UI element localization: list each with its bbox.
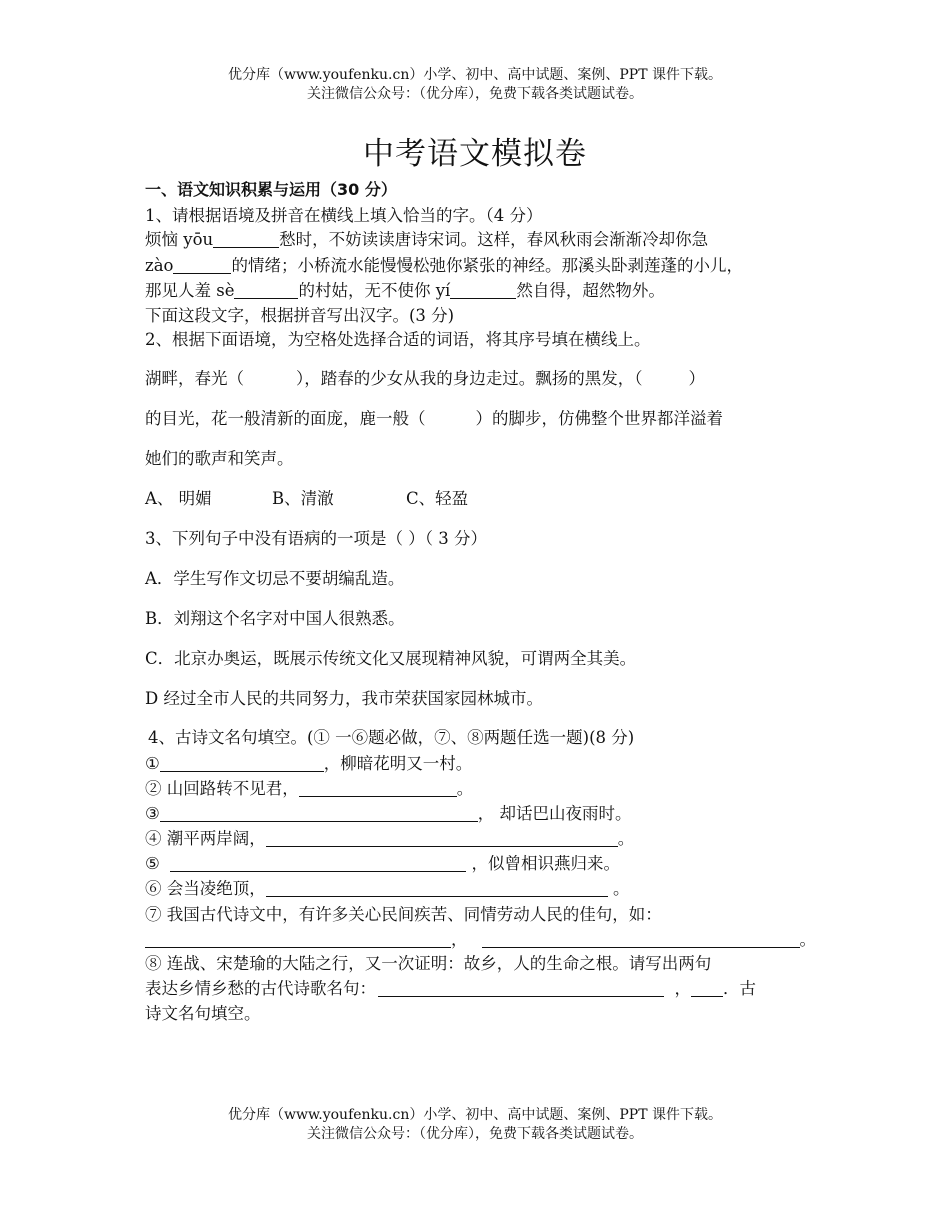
q2-para-3: 她们的歌声和笑声。 bbox=[145, 449, 294, 468]
q1-text: 那见人羞 sè bbox=[145, 281, 235, 300]
q4-item-3 bbox=[145, 800, 632, 824]
footer-line-1: 优分库（www.youfenku.cn）小学、初中、高中试题、案例、PPT 课件下载。 bbox=[227, 1107, 722, 1123]
q4-stem: 4、古诗文名句填空。(① 一⑥题必做，⑦、⑧两题任选一题)(8 分) bbox=[148, 728, 635, 747]
q1-stem: 1、请根据语境及拼音在横线上填入恰当的字。（4 分） bbox=[145, 206, 543, 225]
fill-blank[interactable] bbox=[691, 980, 723, 998]
fill-blank[interactable] bbox=[299, 780, 457, 798]
q1-text: 愁时，不妨读读唐诗宋词。这样，春风秋雨会渐渐冷却你急 bbox=[279, 230, 709, 249]
fill-blank[interactable] bbox=[378, 980, 664, 998]
section-heading: 一、语文知识积累与运用（30 分） bbox=[145, 180, 397, 199]
page-header bbox=[0, 66, 950, 104]
header-line-1: 优分库（www.youfenku.cn）小学、初中、高中试题、案例、PPT 课件下载。 bbox=[227, 67, 722, 83]
q3-option-d: D 经过全市人民的共同努力，我市荣获国家园林城市。 bbox=[145, 689, 543, 708]
q4-item-1 bbox=[145, 750, 472, 774]
q4-text: ④ 潮平两岸阔， bbox=[145, 829, 266, 848]
q2-para-1 bbox=[145, 365, 705, 389]
footer-line-2: 关注微信公众号：（优分库），免费下载各类试题试卷。 bbox=[307, 1126, 643, 1142]
fill-blank[interactable] bbox=[234, 282, 298, 300]
q1-line-2 bbox=[145, 252, 743, 276]
q1-text: 的村姑，无不使你 yí bbox=[298, 281, 451, 300]
q4-text: ⑤ bbox=[145, 854, 160, 873]
q4-text: 。 bbox=[617, 829, 635, 848]
fill-blank[interactable] bbox=[482, 931, 800, 949]
option-b: B、清澈 bbox=[272, 489, 334, 508]
q4-text: 表达乡情乡愁的古代诗歌名句： bbox=[145, 979, 376, 998]
fill-blank[interactable] bbox=[266, 880, 608, 898]
q4-text: ， 却话巴山夜雨时。 bbox=[477, 804, 632, 823]
q1-line-3 bbox=[145, 277, 665, 301]
q2-text: ） bbox=[688, 369, 705, 388]
q1-line-4: 下面这段文字，根据拼音写出汉字。(3 分) bbox=[145, 306, 455, 325]
q4-item-8-answers bbox=[145, 975, 756, 999]
fill-blank[interactable] bbox=[213, 231, 279, 249]
option-a: A、 明媚 bbox=[145, 489, 212, 508]
q1-text: 烦恼 yōu bbox=[145, 230, 214, 249]
fill-blank[interactable] bbox=[450, 282, 516, 300]
q2-para-2 bbox=[145, 405, 723, 429]
fill-blank[interactable] bbox=[160, 805, 478, 823]
q3-option-b: B．刘翔这个名字对中国人很熟悉。 bbox=[145, 609, 405, 628]
fill-blank[interactable] bbox=[173, 257, 231, 275]
q4-text: ③ bbox=[145, 804, 160, 823]
q4-item-5 bbox=[145, 850, 620, 874]
fill-blank[interactable] bbox=[160, 755, 324, 773]
q4-text: ， bbox=[674, 979, 691, 998]
q1-line-1 bbox=[145, 226, 708, 250]
q4-text: ，柳暗花明又一村。 bbox=[323, 754, 473, 773]
q2-options bbox=[145, 485, 468, 509]
q3-option-c: C．北京办奥运，既展示传统文化又展现精神风貌，可谓两全其美。 bbox=[145, 649, 637, 668]
q4-item-8: ⑧ 连战、宋楚瑜的大陆之行，又一次证明：故乡，人的生命之根。请写出两句 bbox=[145, 954, 712, 973]
q2-text: 的目光，花一般清新的面庞，鹿一般（ bbox=[145, 409, 426, 428]
q2-text: ）的脚步，仿佛整个世界都洋溢着 bbox=[475, 409, 723, 428]
q2-text: 湖畔，春光（ bbox=[145, 369, 244, 388]
q4-text: 。 bbox=[613, 879, 630, 898]
q4-item-6 bbox=[145, 875, 630, 899]
q4-item-8-tail: 诗文名句填空。 bbox=[145, 1004, 261, 1023]
q4-text: ⑥ 会当凌绝顶， bbox=[145, 879, 266, 898]
q4-text: 。 bbox=[456, 779, 474, 798]
q4-item-2 bbox=[145, 775, 473, 799]
q3-option-a: A．学生写作文切忌不要胡编乱造。 bbox=[145, 569, 405, 588]
q4-text: ， bbox=[451, 930, 468, 949]
page-footer bbox=[0, 1106, 950, 1144]
page-title: 中考语文模拟卷 bbox=[363, 136, 587, 172]
q4-text: ，似曾相识燕归来。 bbox=[471, 854, 621, 873]
q4-text: ．古 bbox=[723, 979, 756, 998]
fill-blank[interactable] bbox=[266, 830, 618, 848]
option-c: C、轻盈 bbox=[406, 489, 469, 508]
fill-blank[interactable] bbox=[145, 931, 451, 949]
q4-text: ① bbox=[145, 754, 160, 773]
q1-text: zào bbox=[145, 256, 174, 275]
q4-text: 。 bbox=[799, 930, 816, 949]
q2-stem: 2、根据下面语境，为空格处选择合适的词语，将其序号填在横线上。 bbox=[145, 330, 651, 349]
header-line-2: 关注微信公众号：（优分库），免费下载各类试题试卷。 bbox=[307, 86, 643, 102]
q4-item-4 bbox=[145, 825, 634, 849]
fill-blank[interactable] bbox=[170, 855, 466, 873]
q4-text: ② 山回路转不见君， bbox=[145, 779, 299, 798]
q3-stem: 3、下列句子中没有语病的一项是（ ）（ 3 分） bbox=[145, 529, 487, 548]
q2-text: ），踏春的少女从我的身边走过。飘扬的黑发，（ bbox=[296, 369, 643, 388]
q4-item-7-answers bbox=[145, 926, 816, 950]
q4-item-7: ⑦ 我国古代诗文中，有许多关心民间疾苦、同情劳动人民的佳句，如： bbox=[145, 905, 662, 924]
q1-text: 的情绪；小桥流水能慢慢松弛你紧张的神经。那溪头卧剥莲蓬的小儿， bbox=[231, 256, 743, 275]
q1-text: 然自得，超然物外。 bbox=[516, 281, 665, 300]
